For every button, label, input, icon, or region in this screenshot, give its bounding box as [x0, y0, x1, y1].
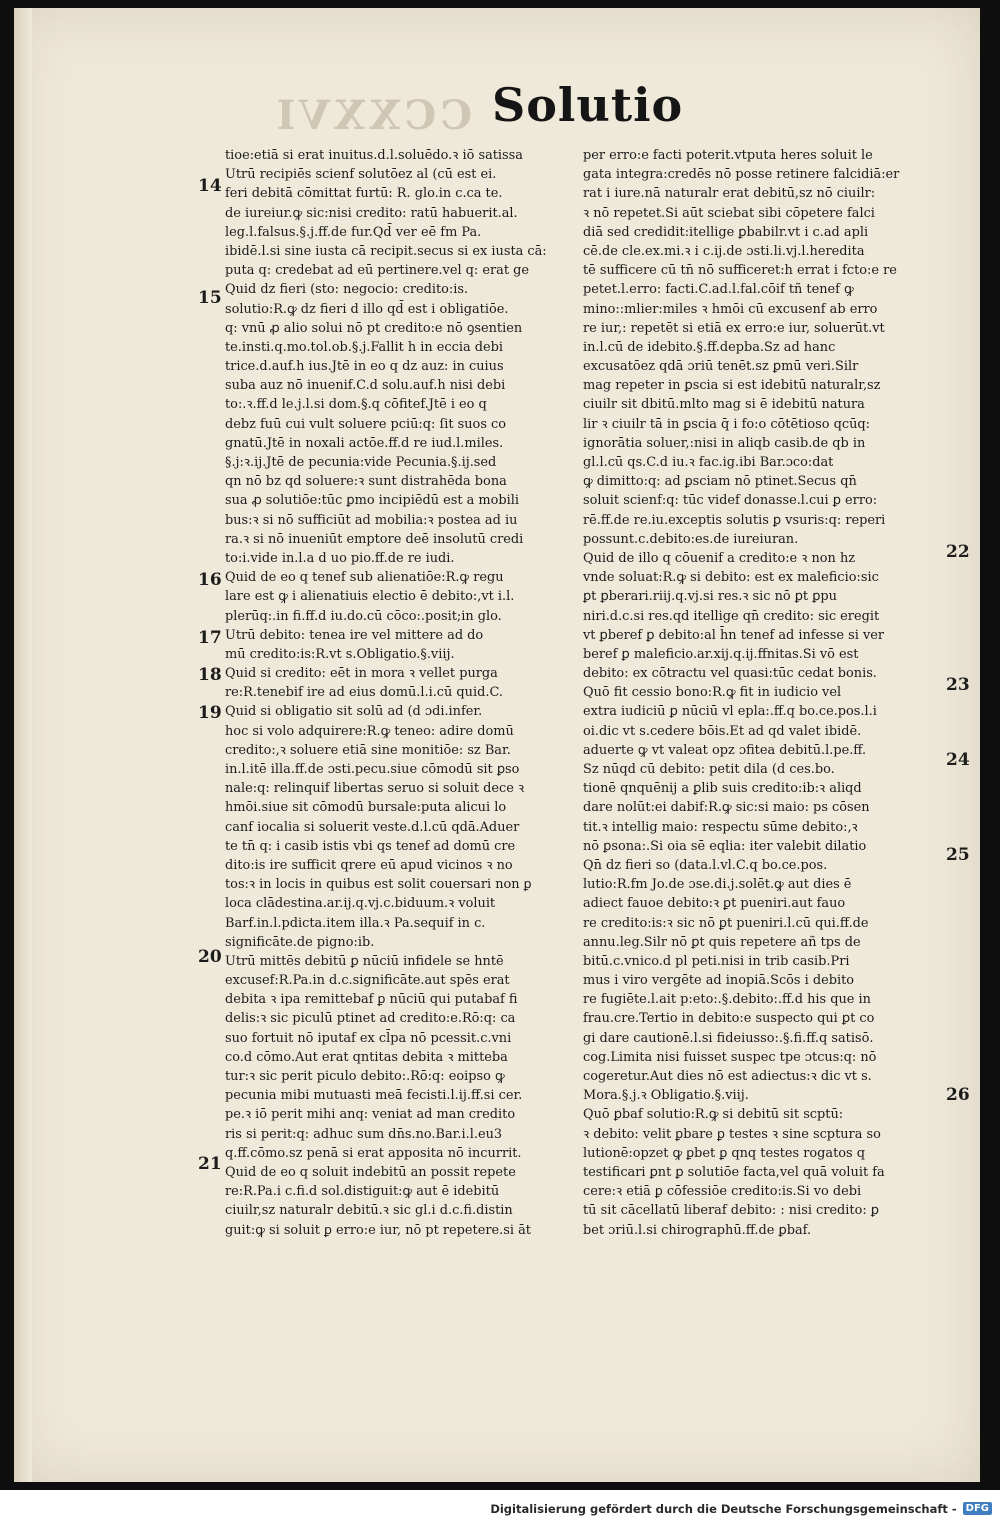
text-line: re:R.Pa.i c.fi.d sol.distiguit:ꝙ aut ē idebitū: [225, 1184, 500, 1200]
text-line: ciuilr,sz naturalr debitū.ꝛ sic gl.i d.c.fi.distin: [225, 1203, 513, 1219]
text-line: mino::mlier:miles ꝛ hmōi cū excusenf ab erro: [583, 301, 878, 317]
text-line: tioe:etiā si erat inuitus.d.l.soluēdo.ꝛ iō satissa: [225, 148, 523, 163]
text-line: ꝛ nō repetet.Si aūt sciebat sibi cōpetere falci: [583, 205, 875, 221]
text-line: extra iudiciū ꝑ nūciū vl epla:.ff.q bo.ce.pos.l.i: [583, 704, 877, 720]
text-line: de iureiur.ꝙ sic:nisi credito: ratū habuerit.al.: [225, 205, 518, 221]
text-line: sua ꝓ solutiōe:tūc ꝑmo incipiēdū est a mobili: [225, 493, 520, 509]
text-line: bus:ꝛ si nō sufficiūt ad mobilia:ꝛ postea ad iu: [225, 512, 518, 528]
text-line: co.d cōmo.Aut erat qntitas debita ꝛ mitteba: [225, 1049, 508, 1065]
margin-number-19: 19: [198, 703, 222, 723]
margin-number-16: 16: [198, 570, 222, 590]
text-line: mus i viro vergēte ad inopiā.Scōs i debito: [583, 973, 855, 989]
text-line: nale:q: relinquif libertas seruo si soluit dece ꝛ: [225, 781, 525, 797]
text-line: feri debitā cōmittat furtū: R. glo.in c.ca te.: [225, 186, 503, 202]
text-line: loca clādestina.ar.ij.q.vj.c.biduum.ꝛ voluit: [225, 896, 496, 912]
page-edge: [14, 8, 32, 1482]
text-line: q.ff.cōmo.sz penā si erat apposita nō incurrit.: [225, 1145, 522, 1161]
dfg-logo: DFG: [963, 1502, 992, 1515]
page-title: Solutio: [492, 78, 684, 132]
text-line: te.insti.q.mo.tol.ob.§.j.Fallit h in eccia debi: [225, 339, 504, 355]
text-line: q: vnū ꝓ alio solui nō pt credito:e nō ꝯsentien: [225, 320, 523, 336]
text-line: excusef:R.Pa.in d.c.significāte.aut spēs erat: [225, 973, 510, 989]
margin-number-22: 22: [946, 542, 970, 562]
margin-number-23: 23: [946, 675, 970, 695]
text-line: debita ꝛ ipa remittebaf ꝑ nūciū qui putabaf fi: [225, 992, 518, 1008]
text-line: gi dare cautionē.l.si fideiusso:.§.fi.ff.q satisō.: [583, 1030, 874, 1046]
text-line: tū sit cācellatū liberaf debito: : nisi credito: ꝑ: [583, 1203, 879, 1219]
text-line: debito: ex cōtractu vel quasi:tūc cedat bonis.: [583, 666, 877, 682]
text-line: lutionē:opzet ꝙ ꝑbet ꝑ qnq testes rogatos q: [583, 1145, 865, 1161]
text-line: possunt.c.debito:es.de iureiuran.: [583, 531, 799, 547]
text-line: Barf.in.l.pdicta.item illa.ꝛ Pa.sequif in c.: [225, 915, 486, 931]
text-line: re credito:is:ꝛ sic nō ꝑt pueniri.l.cū qui.ff.de: [583, 915, 869, 931]
text-line: Quid de eo q soluit indebitū an possit repete: [225, 1164, 516, 1180]
text-line: per erro:e facti poterit.vtputa heres soluit le: [583, 148, 873, 163]
text-line: tur:ꝛ sic perit piculo debito:.Rō:q: eoipso ꝙ: [225, 1069, 505, 1084]
text-line: Qn̄ dz fieri so (data.l.vl.C.q bo.ce.pos.: [583, 857, 828, 873]
text-line: te tn̄ q: i casib istis vbi qs tenef ad domū cre: [225, 838, 516, 854]
text-line: tionē qnquēnij a ꝑlib suis credito:ib:ꝛ aliqd: [583, 781, 862, 797]
funding-notice: Digitalisierung gefördert durch die Deutsche Forschungsgemeinschaft -: [490, 1501, 957, 1516]
text-line: significāte.de pigno:ib.: [225, 934, 375, 950]
text-line: hmōi.siue sit cōmodū bursale:puta alicui lo: [225, 800, 507, 816]
text-line: ꝙ dimitto:q: ad ꝑsciam nō ptinet.Secus qn̄: [583, 474, 857, 490]
text-line: plerūq:.in fi.ff.d iu.do.cū cōco:.posit;in glo.: [225, 608, 502, 624]
text-line: dito:is ire sufficit qrere eū apud vicinos ꝛ no: [225, 857, 513, 873]
text-line: Sz nūqd cū debito: petit dila (d ces.bo.: [583, 762, 835, 777]
text-line: aduerte ꝙ vt valeat opz ɔfitea debitū.l.pe.ff.: [583, 742, 867, 758]
text-line: qn nō bz qd soluere:ꝛ sunt distrahēda bona: [225, 474, 507, 490]
show-through-folio: CCXXVI: [272, 92, 472, 139]
footer-bar: [0, 1490, 1000, 1527]
text-line: to:i.vide in.l.a d uo pio.ff.de re iudi.: [225, 550, 455, 566]
text-line: re iur,: repetēt si etiā ex erro:e iur, soluerūt.vt: [583, 320, 885, 336]
text-line: ꝛ debito: velit ꝑbare ꝑ testes ꝛ sine scptura so: [583, 1126, 881, 1142]
text-line: §.j:ꝛ.ij.Jtē de pecunia:vide Pecunia.§.ij.sed: [225, 455, 497, 470]
text-line: nō ꝑsona:.Si oia sē eqlia: iter valebit dilatio: [583, 838, 867, 854]
text-line: pe.ꝛ iō perit mihi anq: veniat ad man credito: [225, 1107, 516, 1123]
left-text-column: [225, 146, 581, 1240]
text-line: suba auz nō inuenif.C.d solu.auf.h nisi debi: [225, 378, 506, 394]
text-line: ris si perit:q: adhuc sum dn̄s.no.Bar.i.l.eu3: [225, 1126, 503, 1142]
text-line: tit.ꝛ intellig maio: respectu sūme debito:,ꝛ: [583, 819, 858, 835]
text-line: tē sufficere cū tn̄ nō sufficeret:h errat i fcto:e re: [583, 263, 897, 279]
text-line: re:R.tenebif ire ad eius domū.l.i.cū quid.C.: [225, 685, 503, 701]
text-line: annu.leg.Silr nō ꝑt quis repetere añ tps de: [583, 934, 861, 950]
text-line: frau.cre.Tertio in debito:e suspecto qui ꝑt co: [583, 1011, 875, 1027]
text-line: Utrū debito: tenea ire vel mittere ad do: [225, 627, 484, 643]
text-line: gata integra:credēs nō posse retinere falcidiā:er: [583, 167, 900, 183]
text-line: re fugiēte.l.ait p:eto:.§.debito:.ff.d his que in: [583, 992, 871, 1008]
text-line: bet ɔriū.l.si chirographū.ff.de ꝑbaf.: [583, 1222, 812, 1238]
text-line: mū credito:is:R.vt s.Obligatio.§.viij.: [225, 646, 455, 662]
text-line: solutio:R.ꝙ dz fieri d illo qd̄ est i obligatiōe.: [225, 301, 509, 317]
margin-number-17: 17: [198, 628, 222, 648]
text-line: excusatōez qdā ɔriū tenēt.sz ꝑmū veri.Silr: [583, 359, 859, 375]
margin-number-15: 15: [198, 288, 222, 308]
text-line: suo fortuit nō iputaf ex cl̄pa nō pcessit.c.vni: [225, 1030, 512, 1046]
text-line: beref ꝑ maleficio.ar.xij.q.ij.ffnitas.Si vō est: [583, 646, 859, 662]
text-line: gnatū.Jtē in noxali actōe.ff.d re iud.l.miles.: [225, 435, 504, 451]
text-line: gl.l.cū qs.C.d iu.ꝛ fac.ig.ibi Bar.ɔco:dat: [583, 455, 834, 470]
text-line: lutio:R.fm Jo.de ɔse.di.j.solēt.ꝙ aut dies ē: [583, 877, 852, 893]
text-line: vt ꝑberef ꝑ debito:al h̄n tenef ad infesse si ver: [583, 627, 885, 643]
text-line: niri.d.c.si res.qd itellige qn̄ credito: sic eregit: [583, 608, 880, 624]
margin-number-20: 20: [198, 947, 222, 967]
right-text-column: [583, 146, 939, 1240]
text-line: Quō ꝑbaf solutio:R.ꝙ si debitū sit scptū:: [583, 1107, 844, 1123]
text-line: dare nolūt:ei dabif:R.ꝙ sic:si maio: ps cōsen: [583, 800, 870, 816]
text-line: bitū.c.vnico.d pl peti.nisi in trib casib.Pri: [583, 953, 850, 969]
margin-number-24: 24: [946, 750, 970, 770]
text-line: cere:ꝛ etiā ꝑ cōfessiōe credito:is.Si vo debi: [583, 1184, 862, 1200]
text-line: ꝑt ꝑberari.riij.q.vj.si res.ꝛ sic nō ꝑt ꝑpu: [583, 589, 837, 605]
text-line: Quid si credito: eēt in mora ꝛ vellet purga: [225, 666, 498, 682]
text-line: soluit scienf:q: tūc videf donasse.l.cui ꝑ erro:: [583, 493, 878, 509]
margin-number-18: 18: [198, 665, 222, 685]
text-line: hoc si volo adquirere:R.ꝙ teneo: adire domū: [225, 723, 514, 739]
text-line: to:.ꝛ.ff.d le.j.l.si dom.§.q cōfitef.Jtē i eo q: [225, 397, 487, 413]
text-line: Mora.§.j.ꝛ Obligatio.§.viij.: [583, 1088, 749, 1104]
text-line: mag repeter in ꝑscia si est idebitū naturalr,sz: [583, 378, 881, 394]
text-line: testificari ꝑnt ꝑ solutiōe facta,vel quā voluit fa: [583, 1164, 885, 1180]
text-line: canf iocalia si soluerit veste.d.l.cū qdā.Aduer: [225, 819, 520, 835]
text-line: lir ꝛ ciuilr tā in ꝑscia q̄ i fo:o cōtētioso qcūq:: [583, 416, 871, 432]
text-line: cog.Limita nisi fuisset suspec tpe ɔtcus:q: nō: [583, 1049, 877, 1065]
text-line: ignorātia soluer,:nisi in aliqb casib.de qb in: [583, 435, 866, 451]
margin-number-21: 21: [198, 1154, 222, 1174]
text-line: trice.d.auf.h ius.Jtē in eo q dz auz: in cuius: [225, 359, 504, 375]
text-line: oi.dic vt s.cedere bōis.Et ad qd valet ibidē.: [583, 723, 862, 739]
text-line: vnde soluat:R.ꝙ si debito: est ex maleficio:sic: [583, 570, 879, 586]
text-line: credito:,ꝛ soluere etiā sine monitiōe: sz Bar.: [225, 742, 511, 758]
text-line: debz fuū cui vult soluere pciū:q: ſit suos co: [225, 416, 507, 432]
text-line: puta q: credebat ad eū pertinere.vel q: erat ge: [225, 263, 529, 279]
text-line: rē.ff.de re.iu.exceptis solutis ꝑ vsuris:q: reperi: [583, 512, 886, 528]
margin-number-14: 14: [198, 176, 222, 196]
text-line: Utrū recipiēs scienf solutōez al (cū est ei.: [225, 167, 497, 183]
text-line: delis:ꝛ sic piculū ptinet ad credito:e.Rō:q: ca: [225, 1011, 516, 1027]
text-line: adiect fauoe debito:ꝛ ꝑt pueniri.aut fauo: [583, 896, 846, 912]
text-line: cē.de cle.ex.mi.ꝛ i c.ij.de ɔsti.li.vj.l.heredita: [583, 243, 865, 259]
text-line: ibidē.l.si sine iusta cā recipit.secus si ex iusta cā:: [225, 243, 547, 259]
text-line: Quid si obligatio sit solū ad (d ɔdi.infer.: [225, 704, 483, 720]
margin-number-25: 25: [946, 845, 970, 865]
margin-number-26: 26: [946, 1085, 970, 1105]
text-line: rat i iure.nā naturalr erat debitū,sz nō ciuilr:: [583, 186, 876, 202]
text-line: cogeretur.Aut dies nō est adiectus:ꝛ dic vt s.: [583, 1069, 872, 1084]
text-line: lare est ꝙ i alienatiuis electio ē debito:,vt i.l.: [225, 589, 515, 605]
text-line: ra.ꝛ si nō inueniūt emptore deē insolutū credi: [225, 531, 524, 547]
text-line: leg.l.falsus.§.j.ff.de fur.Qd̄ ver eē fm Pa.: [225, 224, 482, 240]
text-line: ciuilr sit dbitū.mlto mag si ē idebitū natura: [583, 397, 865, 413]
text-line: petet.l.erro: facti.C.ad.l.fal.cōif tñ tenef ꝙ: [583, 282, 854, 298]
text-line: Quō fit cessio bono:R.ꝙ fit in iudicio vel: [583, 685, 842, 701]
text-line: in.l.cū de idebito.§.ff.depba.Sz ad hanc: [583, 339, 836, 355]
text-line: Quid de eo q tenef sub alienatiōe:R.ꝙ regu: [225, 570, 504, 586]
text-line: tos:ꝛ in locis in quibus est solit couersari non ꝑ: [225, 877, 532, 893]
text-line: pecunia mibi mutuasti meā fecisti.l.ij.ff.si cer.: [225, 1088, 523, 1104]
text-line: Quid de illo q cōuenif a credito:e ꝛ non hz: [583, 550, 856, 566]
text-line: Quid dz fieri (sto: negocio: credito:is.: [225, 282, 469, 298]
text-line: diā sed credidit:itellige ꝑbabilr.vt i c.ad apli: [583, 224, 869, 240]
text-line: in.l.itē illa.ff.de ɔsti.pecu.siue cōmodū sit ꝑso: [225, 762, 520, 777]
text-line: guit:ꝙ si soluit ꝑ erro:e iur, nō pt repetere.si āt: [225, 1222, 531, 1238]
text-line: Utrū mittēs debitū ꝑ nūciū infidele se hntē: [225, 953, 504, 969]
